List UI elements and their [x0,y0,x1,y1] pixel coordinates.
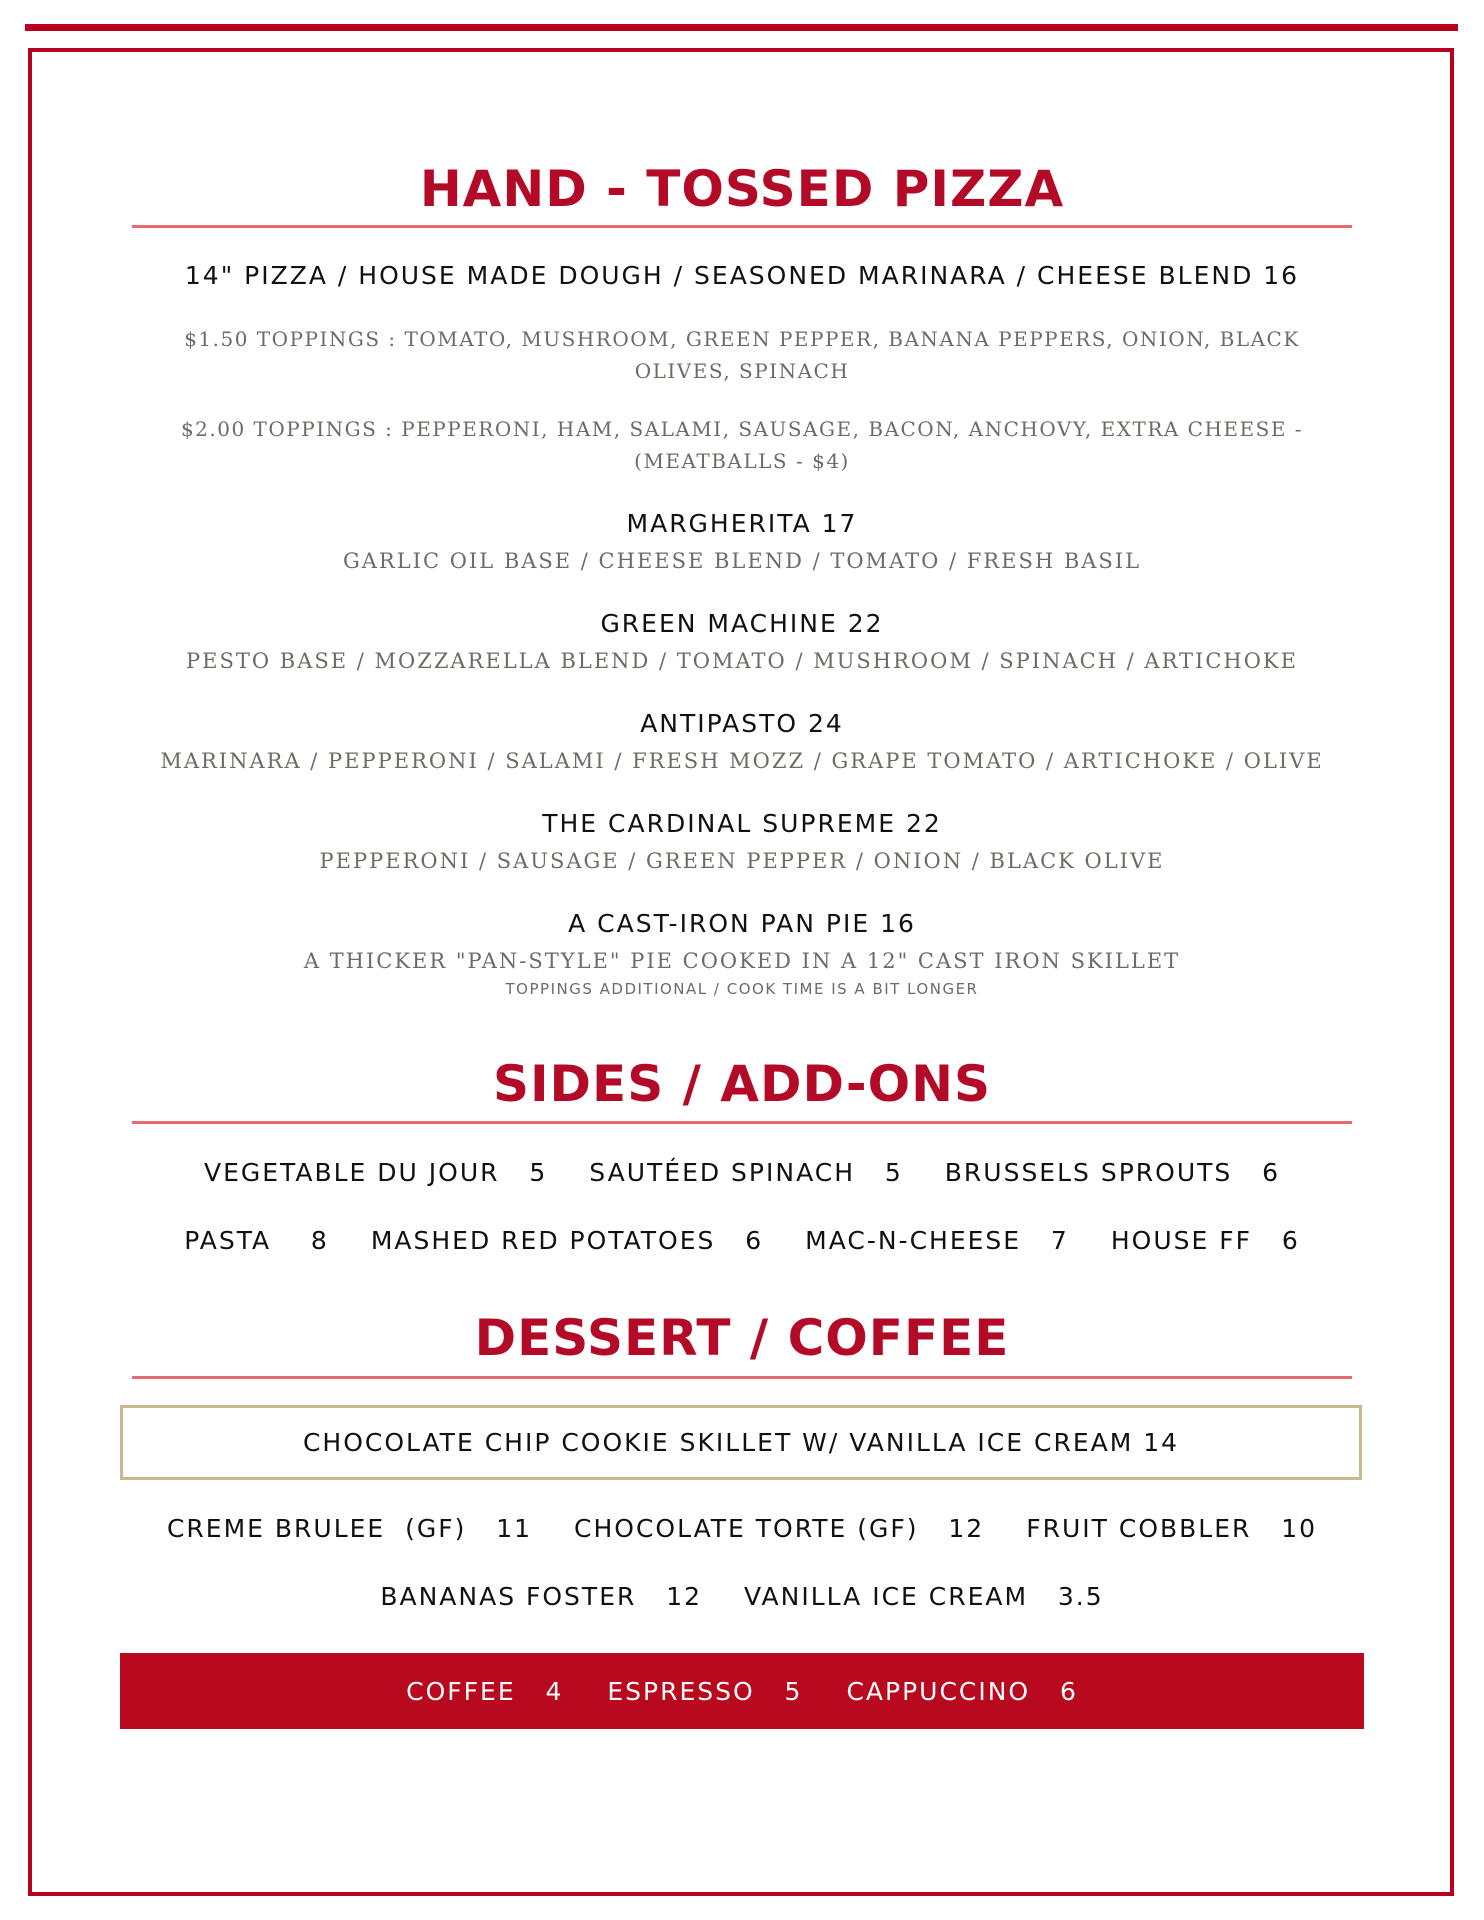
coffee-item: COFFEE 4 [406,1676,564,1706]
pizza-item-name: ANTIPASTO 24 [640,709,844,738]
dessert-item: CHOCOLATE TORTE (GF) 12 [574,1514,985,1543]
dessert-row [0,1581,1484,1613]
side-item: PASTA 8 [184,1226,329,1255]
featured-dessert: CHOCOLATE CHIP COOKIE SKILLET W/ VANILLA ICE CREAM 14 [302,1428,1180,1457]
top-accent-bar [25,24,1458,31]
coffee-bar [120,1653,1364,1729]
side-item: VEGETABLE DU JOUR 5 [203,1158,548,1187]
pizza-item-name: THE CARDINAL SUPREME 22 [542,809,942,838]
sides-row [0,1157,1484,1189]
dessert-section-title: DESSERT / COFFEE [474,1309,1010,1367]
featured-dessert-box [120,1405,1362,1480]
sides-section-title: SIDES / ADD-ONS [492,1055,992,1113]
toppings-200: $2.00 TOPPINGS : PEPPERONI, HAM, SALAMI, SAUSAGE, BACON, ANCHOVY, EXTRA CHEESE - (MEATBALLS - $4) [180,417,1304,473]
side-item: SAUTÉED SPINACH 5 [589,1158,903,1187]
pizza-item-name: GREEN MACHINE 22 [600,609,884,638]
toppings-150: $1.50 TOPPINGS : TOMATO, MUSHROOM, GREEN PEPPER, BANANA PEPPERS, ONION, BLACK OLIVES, SPINACH [184,327,1300,383]
pizza-item-desc: MARINARA / PEPPERONI / SALAMI / FRESH MOZZ / GRAPE TOMATO / ARTICHOKE / OLIVE [160,749,1324,773]
pizza-item-name: MARGHERITA 17 [626,509,858,538]
sides-row [0,1225,1484,1257]
pizza-item-note: TOPPINGS ADDITIONAL / COOK TIME IS A BIT LONGER [505,980,979,998]
dessert-item: BANANAS FOSTER 12 [380,1582,703,1611]
coffee-item: CAPPUCCINO 6 [846,1676,1078,1706]
side-item: MASHED RED POTATOES 6 [370,1226,764,1255]
dessert-item: VANILLA ICE CREAM 3.5 [744,1582,1104,1611]
pizza-item-name: A CAST-IRON PAN PIE 16 [568,909,916,938]
dessert-item: FRUIT COBBLER 10 [1026,1514,1318,1543]
dessert-item: CREME BRULEE (GF) 11 [166,1514,533,1543]
dessert-row [0,1513,1484,1545]
pizza-base-item: 14" PIZZA / HOUSE MADE DOUGH / SEASONED MARINARA / CHEESE BLEND 16 [184,261,1300,290]
side-item: HOUSE FF 6 [1110,1226,1300,1255]
side-item: BRUSSELS SPROUTS 6 [944,1158,1281,1187]
pizza-item-desc: PEPPERONI / SAUSAGE / GREEN PEPPER / ONION / BLACK OLIVE [319,849,1165,873]
pizza-section-title: HAND - TOSSED PIZZA [419,160,1065,218]
side-item: MAC-N-CHEESE 7 [805,1226,1069,1255]
pizza-title-rule [132,225,1352,228]
pizza-item-desc: A THICKER "PAN-STYLE" PIE COOKED IN A 12" CAST IRON SKILLET [303,949,1181,973]
pizza-item-desc: GARLIC OIL BASE / CHEESE BLEND / TOMATO / FRESH BASIL [342,549,1142,573]
dessert-title-rule [132,1376,1352,1379]
sides-title-rule [132,1121,1352,1124]
coffee-item: ESPRESSO 5 [607,1676,803,1706]
pizza-item-desc: PESTO BASE / MOZZARELLA BLEND / TOMATO / MUSHROOM / SPINACH / ARTICHOKE [186,649,1298,673]
